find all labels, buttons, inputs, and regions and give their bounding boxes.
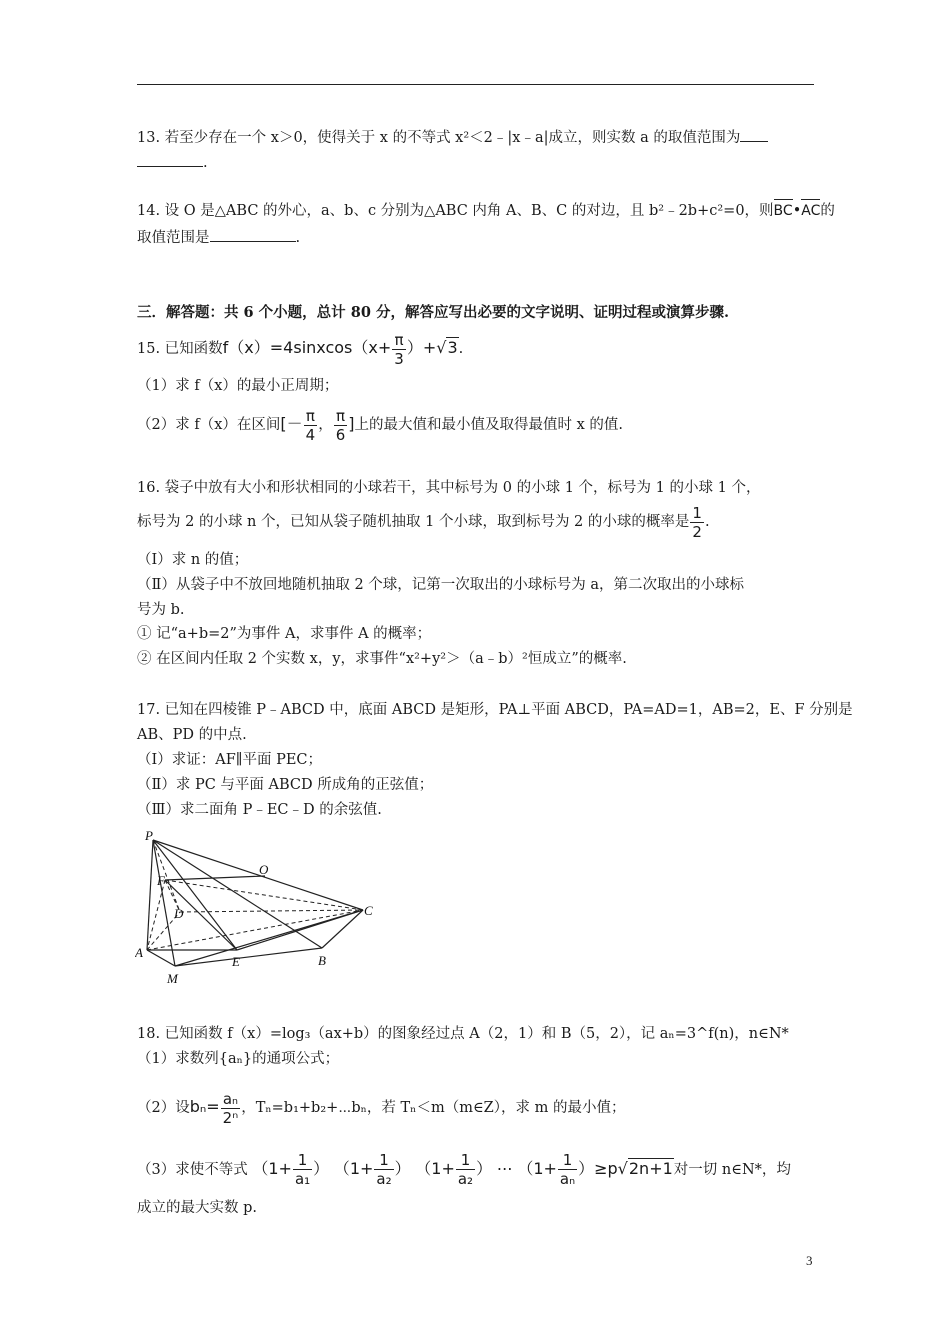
q18-part1: （1）求数列{aₙ}的通项公式； [137, 1051, 340, 1067]
edge-pb [153, 840, 322, 948]
q16-line1: 16. 袋子中放有大小和形状相同的小球若干，其中标号为 0 的小球 1 个，标号为 1 的小球 1 个， [137, 480, 761, 496]
answer-blank [210, 227, 296, 242]
q17-part1: （Ⅰ）求证：AF∥平面 PEC； [137, 752, 323, 768]
q16-part2b: 号为 b. [137, 602, 185, 618]
q15-part1: （1）求 f（x）的最小正周期； [137, 378, 339, 394]
q13-text: 13. 若至少存在一个 x＞0，使得关于 x 的不等式 x²＜2﹣|x﹣a|成立，则实数 a 的取值范围为 [137, 130, 741, 146]
q16-part2a: （Ⅱ）从袋子中不放回地随机抽取 2 个球，记第一次取出的小球标号为 a，第二次取出的小球标 [137, 577, 745, 593]
product-term-n: （1+ $\frac{1}{\text{aₙ}}$ ） [517, 1151, 595, 1188]
product-term-3: （1+ $\frac{1}{\text{a₂}}$ ） [415, 1151, 493, 1188]
fraction-pi-over-3: $\frac{\pi}{3}$ [394, 330, 404, 368]
answer-blank [740, 127, 768, 142]
product-term-1: （1+ $\frac{1}{\text{a₁}}$ ） [252, 1151, 330, 1188]
edge-ec [237, 910, 363, 950]
q17-line1: 17. 已知在四棱锥 P﹣ABCD 中，底面 ABCD 是矩形，PA⊥平面 ABCD，PA=AD=1，AB=2，E、F 分别是 [137, 702, 853, 718]
q15-part2: （2）求 f（x）在区间[－ $\frac{\pi}{4}$ ， $\frac{\pi}{6}$ ]上的最大值和最小值及取得最值时 x 的值. [137, 406, 623, 444]
q18-part3: （3）求使不等式 （1+ $\frac{1}{\text{a₁}}$ ） （1+ $\frac{1}{\text{a₂}}$ ） （1+ $\frac{1}{\text{a₂}}$ ） ⋯ （1+ $\frac{1}{\text{aₙ}}$ ）≥p√2n+1对一切 n∈N*，均 [137, 1151, 791, 1188]
edge-pe [153, 840, 237, 950]
vector-ac: AC [801, 203, 821, 219]
pyramid-figure [135, 828, 385, 992]
sqrt-3: √3 [436, 338, 458, 357]
label-b: B [318, 953, 326, 968]
section-title: 三．解答题：共 6 个小题，总计 80 分，解答应写出必要的文字说明、证明过程或演算步骤. [137, 304, 730, 321]
q16-line2: 标号为 2 的小球 n 个，已知从袋子随机抽取 1 个小球，取到标号为 2 的小球的概率是 $\frac{1}{2}$ . [137, 503, 710, 541]
label-f: F [157, 873, 165, 888]
q17-part3: （Ⅲ）求二面角 P﹣EC﹣D 的余弦值. [137, 802, 382, 818]
q14-line1: 14. 设 O 是△ABC 的外心，a、b、c 分别为△ABC 内角 A、B、C 的对边，且 b²﹣2b+c²=0，则BC•AC的 [137, 203, 835, 219]
label-e: E [232, 954, 240, 969]
q16-part1: （Ⅰ）求 n 的值； [137, 552, 249, 568]
fraction-one-half: $\frac{1}{2}$ [692, 503, 702, 541]
product-term-2: （1+ $\frac{1}{\text{a₂}}$ ） [333, 1151, 411, 1188]
label-o: O [259, 862, 269, 877]
sqrt-2n-plus-1: √2n+1 [617, 1159, 673, 1178]
label-m: M [167, 971, 178, 986]
edge-am [147, 950, 175, 966]
q17-part2: （Ⅱ）求 PC 与平面 ABCD 所成角的正弦值； [137, 777, 434, 793]
q14-line2: 取值范围是 . [137, 227, 300, 248]
q17-line2: AB、PD 的中点. [137, 727, 247, 743]
q18-line1: 18. 已知函数 f（x）=log₃（ax+b）的图象经过点 A（2，1）和 B（5，2），记 aₙ=3^f(n)，n∈N* [137, 1026, 789, 1042]
answer-blank [137, 152, 203, 167]
edge-pa [147, 840, 153, 950]
q15-line1: 15. 已知函数f（x）=4sinxcos（x+ $\frac{\pi}{3}$ ）+√3. [137, 330, 464, 368]
vector-bc: BC [773, 203, 793, 219]
label-a: A [135, 945, 143, 960]
label-c: C [364, 903, 373, 918]
q18-part2: （2）设bₙ= $\frac{\text{aₙ}}{\text{2ⁿ}}$ ，Tₙ=b₁+b₂+⋯bₙ，若 Tₙ＜m（m∈Z），求 m 的最小值； [137, 1089, 626, 1127]
label-p: P [145, 828, 153, 843]
label-d: D [174, 906, 184, 921]
q18-part3-line2: 成立的最大实数 p. [137, 1200, 257, 1216]
q16-part3: ① 记“a+b=2”为事件 A，求事件 A 的概率； [137, 626, 432, 642]
q13-line2: . [137, 152, 208, 173]
q16-part4: ② 在区间内任取 2 个实数 x，y，求事件“x²+y²＞（a﹣b）²恒成立”的概率. [137, 651, 627, 667]
q13-line [137, 127, 768, 148]
fraction-an-over-2n: $\frac{\text{aₙ}}{\text{2ⁿ}}$ [222, 1089, 239, 1127]
edge-mb [175, 948, 322, 966]
page-number: 3 [806, 1253, 813, 1268]
top-rule [137, 84, 814, 85]
